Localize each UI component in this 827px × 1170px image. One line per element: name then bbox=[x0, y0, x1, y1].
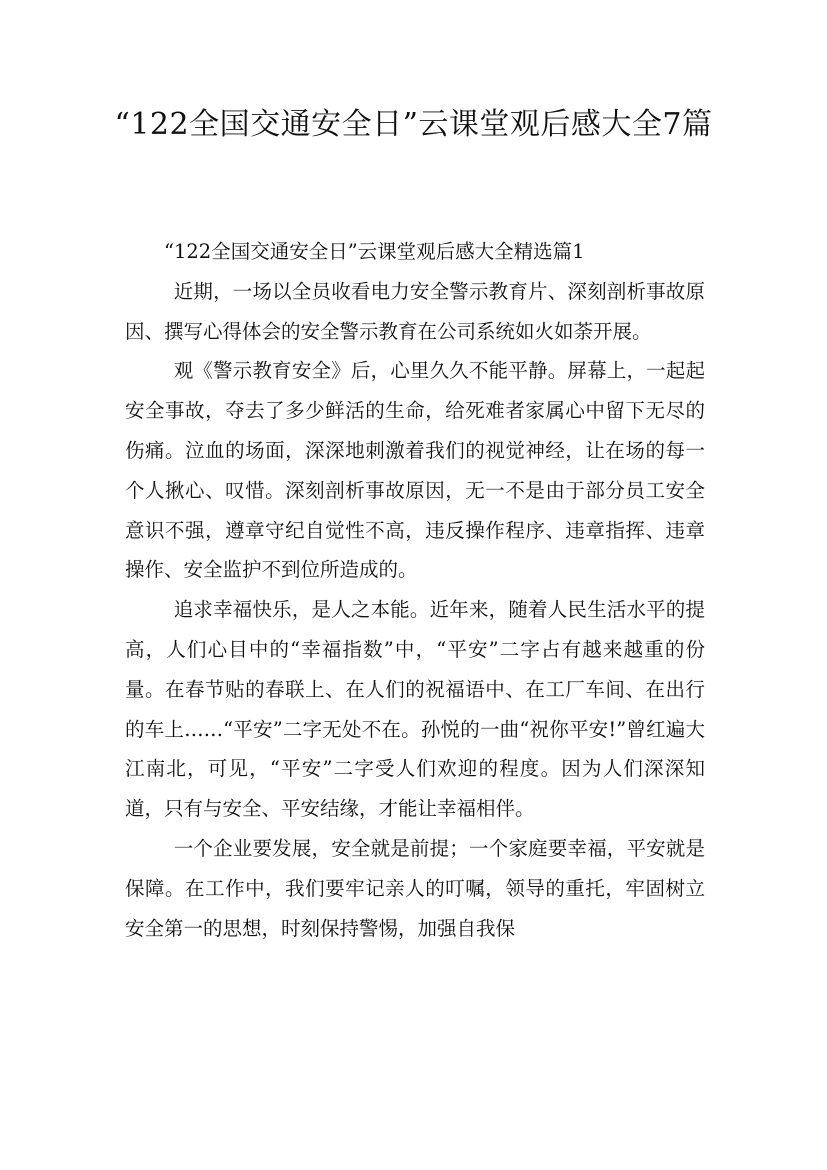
paragraph-1: 近期，一场以全员收看电力安全警示教育片、深刻剖析事故原因、撰写心得体会的安全警示教育在公司系统如火如荼开展。 bbox=[125, 279, 705, 343]
document-title: “122全国交通安全日”云课堂观后感大全7篇 bbox=[114, 107, 713, 142]
paragraph-2: 观《警示教育安全》后，心里久久不能平静。屏幕上，一起起安全事故，夺去了多少鲜活的生命，给死难者家属心中留下无尽的伤痛。泣血的场面，深深地刺激着我们的视觉神经，让在场的每一个人揪心、叹惜。深刻剖析事故原因，无一不是由于部分员工安全意识不强，遵章守纪自觉性不高，违反操作程序、违章指挥、违章操作、安全监护不到位所造成的。 bbox=[125, 359, 705, 582]
section-subtitle: “122全国交通安全日”云课堂观后感大全精选篇1 bbox=[164, 240, 585, 263]
paragraph-3: 追求幸福快乐，是人之本能。近年来，随着人民生活水平的提高，人们心目中的“幸福指数”中，“平安”二字占有越来越重的份量。在春节贴的春联上、在人们的祝福语中、在工厂车间、在出行的车上……“平安”二字无处不在。孙悦的一曲“祝你平安!”曾红遍大江南北，可见，“平安”二字受人们欢迎的程度。因为人们深深知道，只有与安全、平安结缘，才能让幸福相伴。 bbox=[125, 598, 705, 821]
paragraph-4: 一个企业要发展，安全就是前提；一个家庭要幸福，平安就是保障。在工作中，我们要牢记亲人的叮嘱，领导的重托，牢固树立安全第一的思想，时刻保持警惕，加强自我保 bbox=[125, 836, 705, 940]
document-body bbox=[125, 232, 705, 948]
